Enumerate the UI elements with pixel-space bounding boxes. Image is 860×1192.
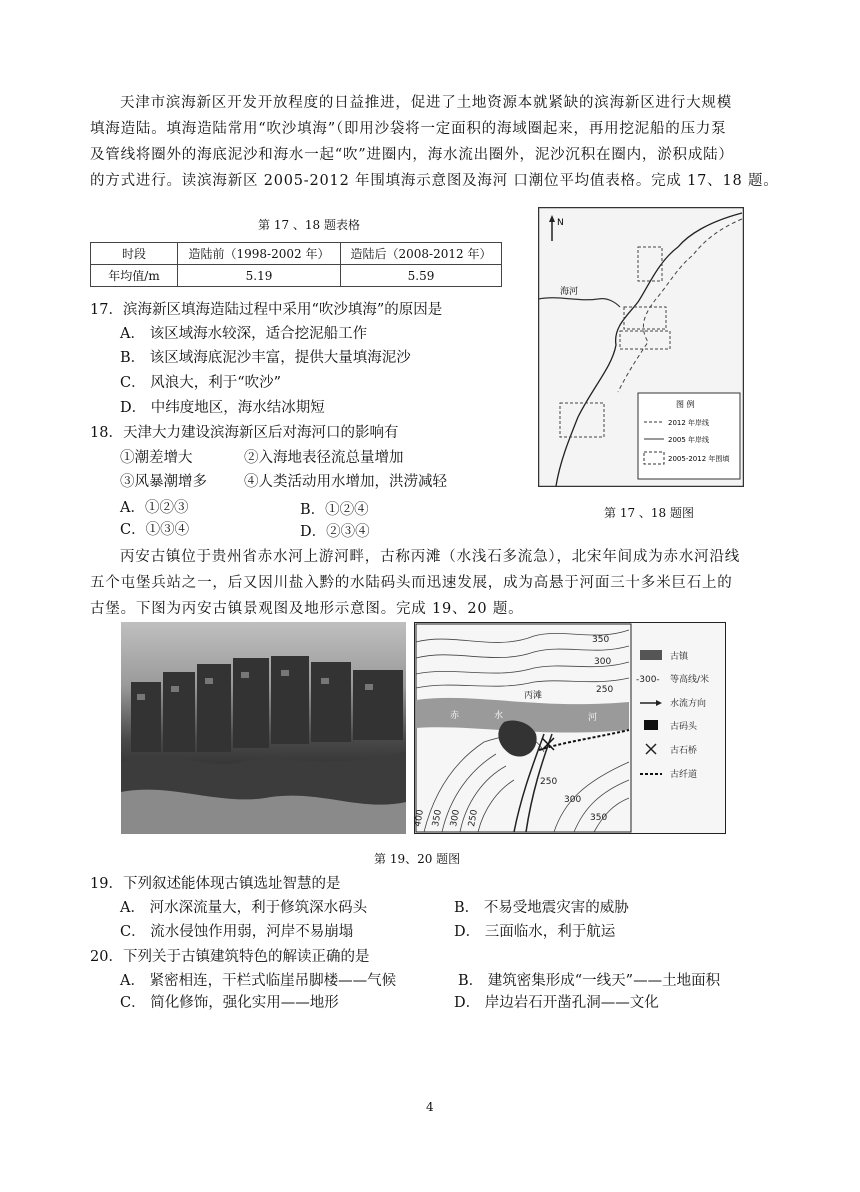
- legend-label: 古码头: [670, 722, 698, 732]
- contour-label: 300: [449, 808, 462, 828]
- intro1-line: 的方式进行。读滨海新区 2005-2012 年围填海示意图及海河 口潮位平均值表格。完成 17、18 题。: [90, 173, 779, 189]
- contour-label: 250: [540, 777, 558, 787]
- table-cell: 年均值/m: [91, 265, 178, 287]
- contour-label: 300: [594, 657, 612, 667]
- page-number: 4: [426, 1100, 434, 1114]
- q18-option[interactable]: B．①②④: [300, 502, 369, 518]
- q19-option[interactable]: B． 不易受地震灾害的威胁: [454, 900, 629, 916]
- q17-option[interactable]: D． 中纬度地区，海水结冰期短: [120, 400, 325, 416]
- intro1-line: 天津市滨海新区开发开放程度的日益推进，促进了土地资源本就紧缺的滨海新区进行大规模: [120, 95, 732, 111]
- map2-caption: 第 19、20 题图: [374, 852, 461, 866]
- contour-label: 350: [592, 635, 610, 645]
- legend-title: 图 例: [676, 400, 695, 409]
- intro1-line: 填海造陆。填海造陆常用“吹沙填海”（即用沙袋将一定面积的海域圈起来，再用挖泥船的压力泵: [90, 121, 727, 137]
- legend-2012: 2012 年岸线: [668, 419, 710, 427]
- q17-option[interactable]: B． 该区域海底泥沙丰富，提供大量填海泥沙: [120, 350, 411, 366]
- river-label: 海河: [560, 287, 579, 297]
- town-label: 丙滩: [524, 691, 543, 701]
- q17-stem: 17．滨海新区填海造陆过程中采用“吹沙填海”的原因是: [90, 302, 443, 318]
- q17-option[interactable]: A． 该区域海水较深，适合挖泥船工作: [120, 326, 368, 342]
- q19-option[interactable]: C． 流水侵蚀作用弱，河岸不易崩塌: [120, 924, 354, 940]
- contour-label: 400: [414, 808, 426, 828]
- contour-label: 350: [431, 808, 444, 828]
- map1-caption: 第 17 、18 题图: [604, 506, 694, 520]
- q17-option[interactable]: C． 风浪大，利于“吹沙”: [120, 375, 282, 391]
- q20-option[interactable]: C． 简化修饰，强化实用——地形: [120, 995, 339, 1011]
- contour-label: 250: [596, 685, 614, 695]
- legend-reclaim: 2005-2012 年围填: [668, 455, 730, 463]
- terrain-map-graphic: [414, 622, 726, 834]
- q18-option[interactable]: D．②③④: [300, 524, 370, 540]
- ancient-town-photo: [121, 622, 406, 834]
- q20-option[interactable]: B． 建筑密集形成“一线天”——土地面积: [458, 973, 721, 989]
- q20-option[interactable]: D． 岸边岩石开凿孔洞——文化: [454, 995, 659, 1011]
- intro2-line: 丙安古镇位于贵州省赤水河上游河畔，古称丙滩（水浅石多流急），北宋年间成为赤水河沿线: [120, 549, 741, 565]
- legend-label: 水流方向: [670, 699, 707, 709]
- river-char: 水: [494, 711, 504, 721]
- table-header: 造陆后（2008-2012 年）: [341, 243, 502, 265]
- q19-option[interactable]: A． 河水深流量大，利于修筑深水码头: [120, 900, 368, 916]
- q19-option[interactable]: D． 三面临水，利于航运: [454, 924, 616, 940]
- intro2-line: 五个屯堡兵站之一，后又因川盐入黔的水陆码头而迅速发展，成为高悬于河面三十多米巨石上的: [90, 575, 733, 591]
- q18-item: ②入海地表径流总量增加: [244, 450, 404, 466]
- legend-label: 等高线/米: [670, 675, 710, 685]
- q18-item: ④人类活动用水增加，洪涝减轻: [244, 474, 447, 490]
- table-header: 造陆前（1998-2002 年）: [178, 243, 341, 265]
- q20-option[interactable]: A． 紧密相连，干栏式临崖吊脚楼——气候: [120, 973, 397, 989]
- river-char: 河: [588, 713, 598, 723]
- q18-option[interactable]: A．①②③: [120, 500, 189, 516]
- table-caption: 第 17 、18 题表格: [258, 218, 360, 232]
- legend-label: 古石桥: [670, 746, 698, 756]
- contour-label: 300: [564, 795, 582, 805]
- table-row: [91, 265, 502, 287]
- q18-option[interactable]: C．①③④: [120, 522, 190, 538]
- q20-stem: 20．下列关于古镇建筑特色的解读正确的是: [90, 949, 370, 965]
- q19-stem: 19．下列叙述能体现古镇选址智慧的是: [90, 876, 341, 892]
- legend-label: 古纤道: [670, 770, 698, 780]
- river-char: 赤: [450, 711, 460, 721]
- table-cell: 5.59: [341, 265, 502, 287]
- q18-stem: 18．天津大力建设滨海新区后对海河口的影响有: [90, 425, 399, 441]
- reclamation-map-graphic: [538, 207, 744, 487]
- legend-town-icon: [640, 650, 662, 660]
- table-cell: 5.19: [178, 265, 341, 287]
- tide-table: [90, 242, 502, 287]
- legend-label: 古镇: [670, 652, 689, 662]
- legend-contour-sample: -300-: [636, 675, 660, 685]
- contour-label: 350: [590, 813, 608, 823]
- dock-icon: [644, 720, 658, 730]
- q18-item: ③风暴潮增多: [120, 474, 207, 490]
- north-label: N: [557, 218, 564, 228]
- table-header: 时段: [91, 243, 178, 265]
- q18-item: ①潮差增大: [120, 450, 193, 466]
- legend-2005: 2005 年岸线: [668, 436, 710, 444]
- table-header-row: [91, 243, 502, 265]
- reclamation-map: [538, 207, 744, 487]
- contour-label: 250: [467, 808, 480, 828]
- intro2-line: 古堡。下图为丙安古镇景观图及地形示意图。完成 19、20 题。: [90, 601, 524, 617]
- terrain-map: [414, 622, 726, 834]
- intro1-line: 及管线将圈外的海底泥沙和海水一起“吹”进圈内，海水流出圈外，泥沙沉积在圈内，淤积成陆）: [90, 147, 734, 163]
